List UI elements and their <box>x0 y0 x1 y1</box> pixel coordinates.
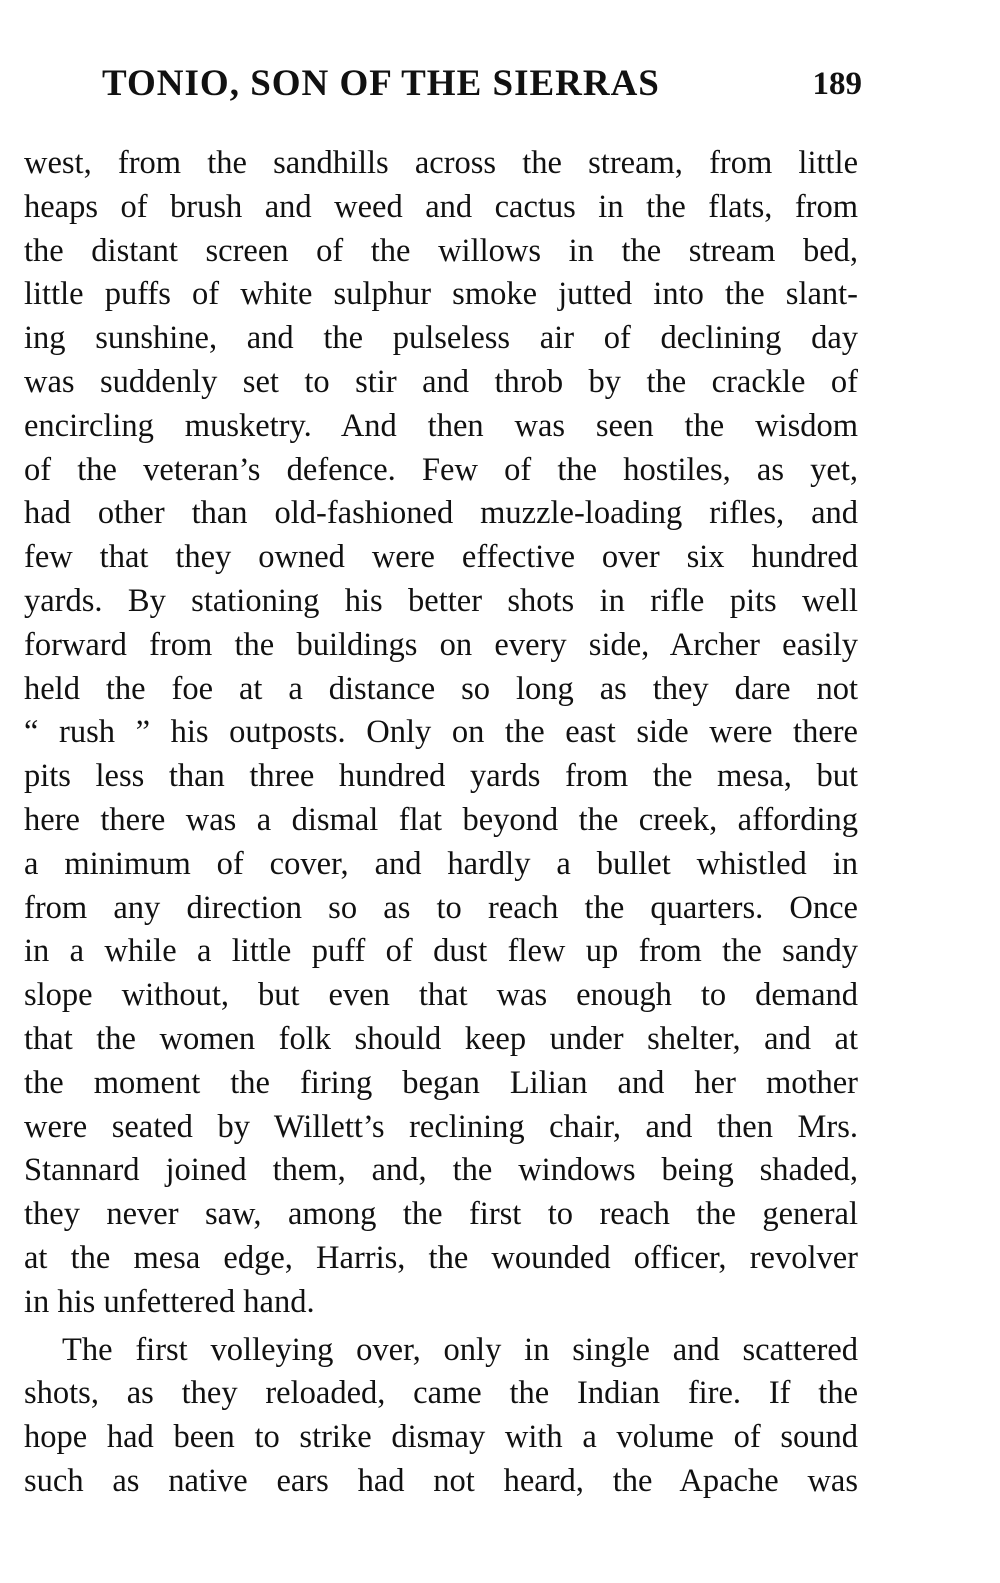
paragraph-2 <box>24 1329 858 1504</box>
text-line: shots, as they reloaded, came the Indian fire. If the <box>24 1375 858 1412</box>
paragraph-1 <box>24 142 858 1325</box>
page-header <box>102 58 862 110</box>
text-line: few that they owned were effective over six hundred <box>24 539 858 576</box>
text-line: The first volleying over, only in single and scattered <box>62 1331 858 1368</box>
body-text <box>24 142 858 1504</box>
text-line: little puffs of white sulphur smoke jutted into the slant- <box>24 276 858 313</box>
text-line: of the veteran’s defence. Few of the hostiles, as yet, <box>24 451 858 488</box>
page-number: 189 <box>812 66 862 102</box>
text-line: was suddenly set to stir and throb by the crackle of <box>24 363 858 400</box>
text-line: yards. By stationing his better shots in rifle pits well <box>24 582 858 619</box>
text-line: hope had been to strike dismay with a volume of sound <box>24 1419 858 1456</box>
text-line: in a while a little puff of dust flew up from the sandy <box>24 933 858 970</box>
text-line: slope without, but even that was enough to demand <box>24 977 858 1014</box>
text-line: the moment the firing began Lilian and her mother <box>24 1064 858 1101</box>
text-line: in his unfettered hand. <box>24 1283 315 1320</box>
text-line: they never saw, among the first to reach the general <box>24 1196 858 1233</box>
text-line: ing sunshine, and the pulseless air of declining day <box>24 320 858 357</box>
text-line: had other than old-fashioned muzzle-loading rifles, and <box>24 495 858 532</box>
text-line: the distant screen of the willows in the stream bed, <box>24 232 858 269</box>
text-line: here there was a dismal flat beyond the creek, affording <box>24 801 858 838</box>
text-line: heaps of brush and weed and cactus in the flats, from <box>24 188 858 225</box>
text-line: were seated by Willett’s reclining chair, and then Mrs. <box>24 1108 858 1145</box>
text-line: Stannard joined them, and, the windows being shaded, <box>24 1152 858 1189</box>
text-line: from any direction so as to reach the quarters. Once <box>24 889 858 926</box>
text-line: such as native ears had not heard, the Apache was <box>24 1462 858 1499</box>
text-line: a minimum of cover, and hardly a bullet whistled in <box>24 845 858 882</box>
text-line: at the mesa edge, Harris, the wounded officer, revolver <box>24 1239 858 1276</box>
text-line: west, from the sandhills across the stream, from little <box>24 145 858 181</box>
text-line: “ rush ” his outposts. Only on the east side were there <box>24 714 858 751</box>
running-title: TONIO, SON OF THE SIERRAS <box>102 63 660 104</box>
text-line: that the women folk should keep under shelter, and at <box>24 1020 858 1057</box>
text-line: held the foe at a distance so long as they dare not <box>24 670 858 707</box>
text-line: forward from the buildings on every side, Archer easily <box>24 626 858 663</box>
text-line: encircling musketry. And then was seen the wisdom <box>24 407 858 444</box>
text-line: pits less than three hundred yards from the mesa, but <box>24 758 858 795</box>
